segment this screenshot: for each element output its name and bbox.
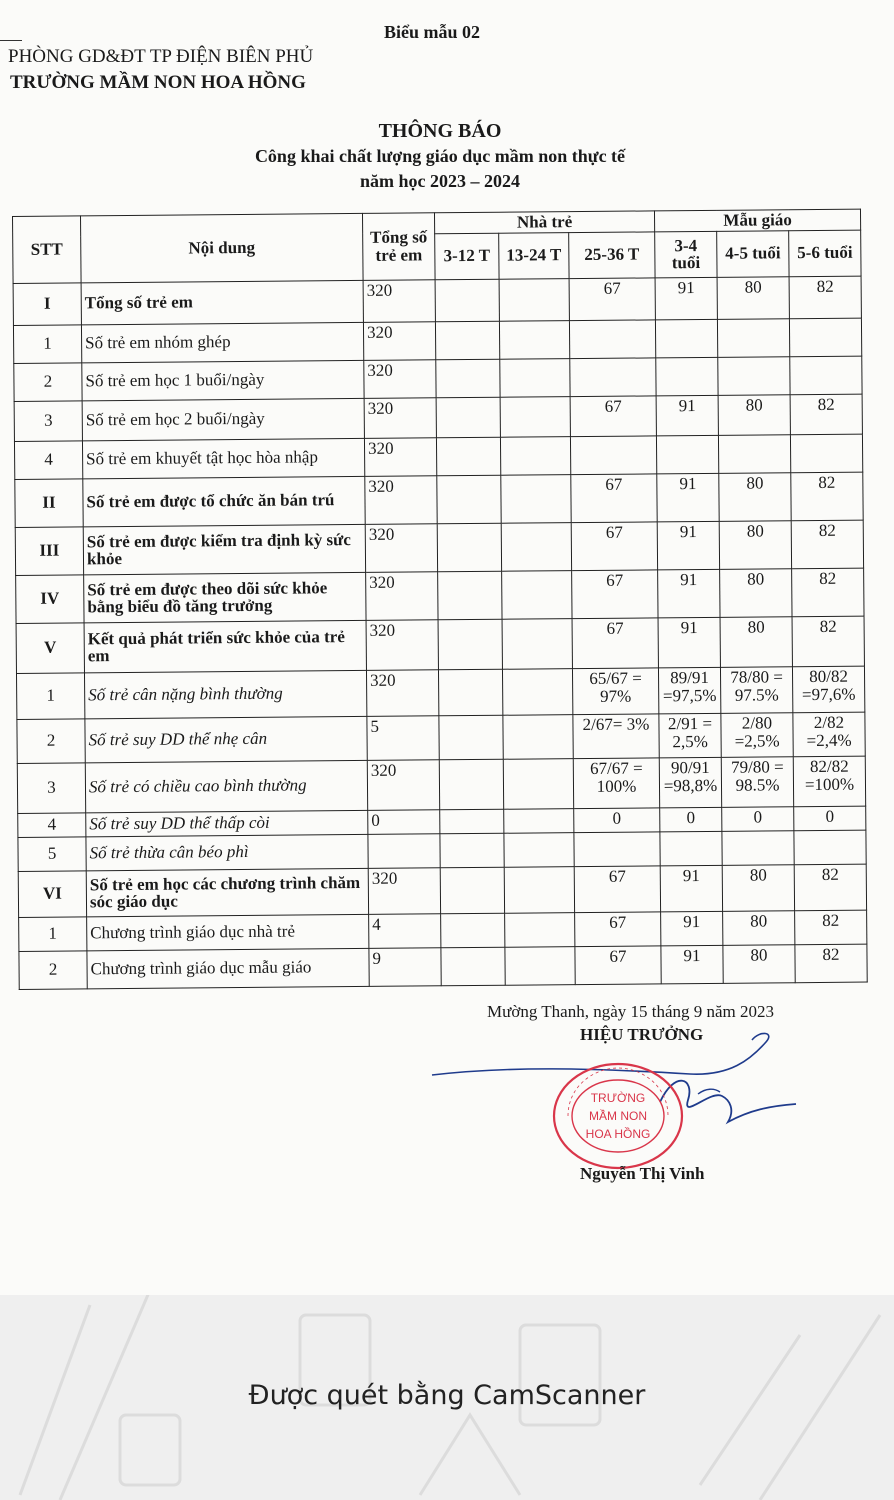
- cell-3-12: [436, 397, 500, 438]
- cell-13-24: [501, 474, 571, 523]
- cell-4-5: 80: [718, 395, 790, 436]
- cell-3-4: 89/91 =97,5%: [658, 667, 720, 714]
- cell-25-36: 67: [570, 396, 656, 437]
- cell-3-12: [441, 947, 505, 986]
- cell-4-5: [717, 319, 789, 358]
- cell-3-4: 91: [660, 865, 722, 912]
- cell-3-12: [438, 619, 502, 670]
- row-content: Số trẻ em học 2 buổi/ngày: [82, 398, 364, 440]
- cell-3-12: [436, 359, 500, 398]
- header-nursery-col: 25-36 T: [569, 232, 655, 279]
- row-stt: 4: [14, 441, 82, 480]
- row-total: 320: [367, 760, 439, 811]
- row-content: Chương trình giáo dục nhà trẻ: [87, 914, 369, 950]
- table-row: [16, 568, 864, 623]
- row-stt: 3: [17, 763, 85, 814]
- row-total: 9: [369, 948, 441, 987]
- row-total: 320: [364, 398, 436, 439]
- cell-5-6: 82: [790, 394, 862, 435]
- row-stt: 5: [18, 837, 86, 872]
- header-stt: STT: [13, 216, 82, 283]
- row-stt: IV: [16, 575, 84, 624]
- cell-3-12: [436, 437, 500, 476]
- row-stt: 2: [14, 363, 82, 402]
- cell-13-24: [502, 618, 572, 669]
- row-total: 5: [367, 716, 439, 761]
- cell-3-12: [440, 833, 504, 868]
- row-total: 320: [364, 438, 436, 477]
- form-code: Biểu mẫu 02: [384, 22, 481, 42]
- cell-4-5: 80: [723, 945, 795, 984]
- cell-4-5: 80: [719, 473, 791, 522]
- table-row: [19, 944, 867, 989]
- cell-4-5: 80: [719, 521, 791, 570]
- document-title: THÔNG BÁO: [378, 120, 502, 142]
- cell-25-36: [569, 320, 655, 359]
- header-nursery-col: 3-12 T: [435, 233, 499, 280]
- header-kindergarten-col: 5-6 tuổi: [789, 230, 861, 277]
- cell-25-36: 67: [569, 278, 655, 321]
- cell-3-12: [439, 715, 503, 760]
- cell-4-5: 0: [722, 807, 794, 832]
- cell-5-6: 82: [794, 864, 866, 911]
- row-stt: 1: [19, 917, 87, 952]
- cell-13-24: [500, 396, 570, 437]
- row-total: 320: [366, 670, 438, 717]
- row-total: 320: [366, 620, 438, 671]
- cell-4-5: 80: [720, 617, 792, 668]
- department-name: PHÒNG GD&ĐT TP ĐIỆN BIÊN PHỦ: [8, 46, 314, 67]
- cell-5-6: 82: [792, 568, 864, 617]
- cell-13-24: [501, 522, 571, 571]
- cell-5-6: 0: [794, 806, 866, 831]
- cell-13-24: [505, 912, 575, 947]
- cell-13-24: [502, 668, 572, 715]
- school-year: năm học 2023 – 2024: [359, 171, 520, 191]
- cell-3-4: [655, 319, 717, 358]
- row-stt: III: [15, 527, 83, 576]
- cell-25-36: 67: [571, 474, 657, 523]
- cell-5-6: 82: [792, 616, 864, 667]
- cell-5-6: 82: [791, 520, 863, 569]
- cell-3-12: [438, 571, 502, 620]
- table-row: [16, 666, 864, 719]
- cell-4-5: [722, 831, 794, 866]
- row-content: Số trẻ cân nặng bình thường: [84, 670, 366, 718]
- cell-3-4: [656, 435, 718, 474]
- cell-4-5: 2/80 =2,5%: [721, 713, 793, 758]
- row-total: 320: [365, 476, 437, 525]
- row-stt: I: [13, 283, 81, 326]
- cell-4-5: [718, 357, 790, 396]
- cell-5-6: 82/82 =100%: [793, 756, 865, 807]
- cell-3-4: 90/91 =98,8%: [659, 757, 721, 808]
- cell-25-36: 67: [574, 866, 660, 913]
- row-total: 320: [363, 322, 435, 361]
- cell-4-5: 80: [717, 277, 789, 320]
- cell-3-4: 91: [656, 395, 718, 436]
- cell-3-12: [440, 809, 504, 834]
- header-nursery-col: 13-24 T: [499, 232, 569, 279]
- cell-3-4: 91: [661, 911, 723, 946]
- cell-3-12: [440, 867, 504, 914]
- header-total: Tổng số trẻ em: [362, 213, 435, 280]
- row-total: 0: [368, 810, 440, 835]
- svg-text:TRƯỜNG: TRƯỜNG: [590, 1091, 646, 1105]
- row-content: Chương trình giáo dục mẫu giáo: [87, 948, 369, 988]
- cell-3-12: [437, 523, 501, 572]
- row-stt: V: [16, 623, 84, 674]
- cell-5-6: 82: [791, 472, 863, 521]
- cell-13-24: [505, 946, 575, 985]
- table-row: [16, 616, 864, 673]
- report-table-body: [13, 276, 867, 989]
- row-content: Số trẻ em học 1 buổi/ngày: [82, 360, 364, 400]
- row-stt: 1: [16, 673, 84, 720]
- cell-3-4: [660, 831, 722, 866]
- cell-25-36: 67: [571, 522, 657, 571]
- row-content: Kết quả phát triển sức khỏe của trẻ em: [84, 620, 366, 672]
- cell-5-6: [794, 830, 866, 865]
- cell-25-36: [570, 436, 656, 475]
- cell-3-4: [656, 357, 718, 396]
- cell-3-12: [438, 669, 502, 716]
- row-total: 320: [363, 280, 435, 323]
- signer-role: HIỆU TRƯỞNG: [580, 1025, 704, 1044]
- cell-25-36: 67/67 = 100%: [573, 758, 659, 809]
- cell-5-6: [789, 318, 861, 357]
- header-kindergarten-col: 4-5 tuổi: [717, 231, 789, 278]
- row-total: 4: [369, 914, 441, 949]
- row-content: Số trẻ em nhóm ghép: [81, 322, 363, 362]
- cell-25-36: 0: [574, 808, 660, 833]
- cell-13-24: [502, 570, 572, 619]
- row-content: Tổng số trẻ em: [81, 280, 363, 324]
- table-row: [17, 712, 865, 763]
- row-content: Số trẻ thừa cân béo phì: [86, 834, 368, 870]
- cell-3-12: [437, 475, 501, 524]
- cell-3-4: 91: [657, 473, 719, 522]
- row-content: Số trẻ em được kiểm tra định kỳ sức khỏe: [83, 524, 365, 574]
- row-content: Số trẻ có chiều cao bình thường: [85, 760, 367, 812]
- cell-5-6: [790, 434, 862, 473]
- cell-4-5: [718, 435, 790, 474]
- cell-4-5: 80: [723, 911, 795, 946]
- place-date: Mường Thanh, ngày 15 tháng 9 năm 2023: [487, 1002, 775, 1021]
- cell-25-36: [574, 832, 660, 867]
- row-content: Số trẻ suy DD thể thấp còi: [86, 810, 368, 836]
- row-stt: 1: [13, 325, 81, 364]
- cell-25-36: 67: [575, 946, 661, 985]
- row-stt: 3: [14, 401, 82, 442]
- row-content: Số trẻ em học các chương trình chăm sóc giáo dục: [86, 868, 368, 916]
- row-stt: 2: [19, 951, 87, 990]
- cell-25-36: 67: [572, 570, 658, 619]
- cell-25-36: 65/67 = 97%: [572, 668, 658, 715]
- row-stt: VI: [18, 871, 86, 918]
- row-stt: II: [15, 479, 83, 528]
- row-content: Số trẻ suy DD thể nhẹ cân: [85, 716, 367, 762]
- cell-5-6: 82: [789, 276, 861, 319]
- row-content: Số trẻ em được tổ chức ăn bán trú: [83, 476, 365, 526]
- cell-25-36: [570, 358, 656, 397]
- cell-13-24: [500, 358, 570, 397]
- cell-13-24: [499, 278, 569, 321]
- cell-25-36: 67: [572, 618, 658, 669]
- cell-3-12: [439, 759, 503, 810]
- header-kindergarten-group: Mẫu giáo: [655, 209, 861, 232]
- cell-3-4: 91: [658, 617, 720, 668]
- svg-text:HOA HỒNG: HOA HỒNG: [585, 1127, 651, 1141]
- cell-4-5: 80: [722, 865, 794, 912]
- table-row: [18, 864, 866, 917]
- cell-3-12: [435, 321, 499, 360]
- cell-5-6: 80/82 =97,6%: [792, 666, 864, 713]
- svg-text:MẦM NON: MẦM NON: [589, 1109, 647, 1123]
- cell-5-6: [790, 356, 862, 395]
- cell-5-6: 82: [795, 910, 867, 945]
- quality-report-table: [12, 209, 868, 990]
- row-total: 320: [366, 572, 438, 621]
- header-kindergarten-col: 3-4 tuổi: [655, 231, 717, 278]
- cell-5-6: 82: [795, 944, 867, 983]
- header-nursery-group: Nhà trẻ: [434, 211, 654, 234]
- cell-3-4: 91: [658, 569, 720, 618]
- row-total: 320: [365, 524, 437, 573]
- row-stt: 2: [17, 719, 85, 764]
- row-content: Số trẻ em khuyết tật học hòa nhập: [82, 438, 364, 478]
- cell-25-36: 2/67= 3%: [573, 714, 659, 759]
- row-total: 320: [368, 868, 440, 915]
- cell-3-4: 2/91 = 2,5%: [659, 713, 721, 758]
- cell-3-12: [435, 279, 499, 322]
- table-row: [13, 276, 861, 325]
- document-subtitle: Công khai chất lượng giáo dục mầm non thực tế: [254, 146, 626, 166]
- table-row: [15, 520, 863, 575]
- cell-13-24: [499, 320, 569, 359]
- school-seal: [548, 1060, 688, 1172]
- header-content: Nội dung: [81, 213, 364, 282]
- cell-13-24: [503, 714, 573, 759]
- cell-5-6: 2/82 =2,4%: [793, 712, 865, 757]
- cell-13-24: [504, 808, 574, 833]
- cell-13-24: [504, 866, 574, 913]
- school-name: TRƯỜNG MẦM NON HOA HỒNG: [10, 72, 306, 93]
- cell-3-12: [441, 913, 505, 948]
- cell-13-24: [504, 832, 574, 867]
- cell-13-24: [500, 436, 570, 475]
- cell-25-36: 67: [575, 912, 661, 947]
- cell-3-4: 0: [660, 807, 722, 832]
- cell-3-4: 91: [657, 521, 719, 570]
- cell-4-5: 78/80 = 97.5%: [720, 667, 792, 714]
- table-row: [15, 472, 863, 527]
- row-stt: 4: [18, 813, 86, 838]
- header-rule: [0, 40, 22, 41]
- table-row: [17, 756, 865, 813]
- cell-13-24: [503, 758, 573, 809]
- cell-3-4: 91: [661, 945, 723, 984]
- row-content: Số trẻ em được theo dõi sức khỏe bằng biểu đồ tăng trưởng: [84, 572, 366, 622]
- signer-name: Nguyễn Thị Vinh: [580, 1164, 705, 1183]
- cell-4-5: 79/80 = 98.5%: [721, 757, 793, 808]
- row-total: 320: [364, 360, 436, 399]
- row-total: [368, 834, 440, 869]
- scanner-watermark-label: Được quét bằng CamScanner: [248, 1380, 646, 1411]
- cell-4-5: 80: [720, 569, 792, 618]
- cell-3-4: 91: [655, 277, 717, 320]
